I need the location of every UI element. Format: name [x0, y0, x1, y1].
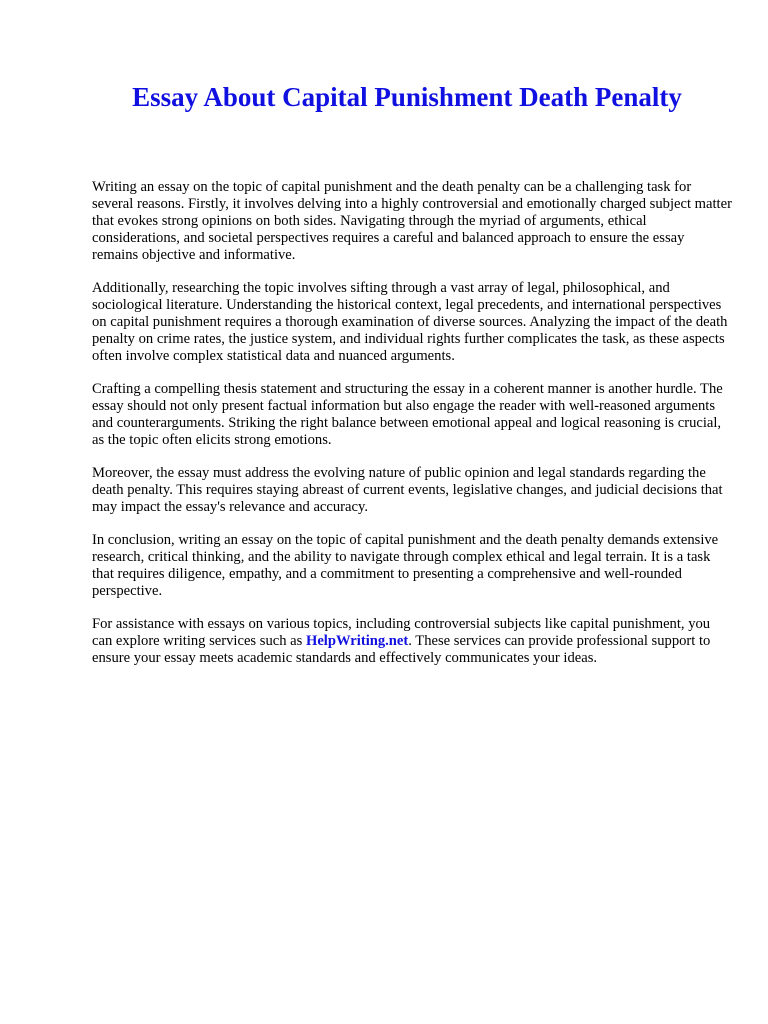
helpwriting-link[interactable]: HelpWriting.net — [305, 633, 409, 649]
paragraph-6-text-before-link: For assistance with essays on various topics, including controversial subjects like capital punishment, you can explore writing services such as — [92, 616, 711, 649]
paragraph-1: Writing an essay on the topic of capital punishment and the death penalty can be a challenging task for several reasons. Firstly, it involves delving into a highly controversial and emotionally charged subject matter that evokes strong opinions on both sides. Navigating through the myriad of arguments, ethical considerations, and societal perspectives requires a careful and balanced approach to ensure the essay remains objective and informative. — [92, 179, 732, 263]
essay-body — [92, 179, 732, 683]
paragraph-3: Crafting a compelling thesis statement and structuring the essay in a coherent manner is another hurdle. The essay should not only present factual information but also engage the reader with well-reasoned arguments and counterarguments. Striking the right balance between emotional appeal and logical reasoning is crucial, as the topic often elicits strong emotions. — [92, 381, 723, 448]
paragraph-6 — [92, 616, 732, 667]
paragraph-2: Additionally, researching the topic involves sifting through a vast array of legal, philosophical, and sociological literature. Understanding the historical context, legal precedents, and international perspectives on capital punishment requires a thorough examination of diverse sources. Analyzing the impact of the death penalty on crime rates, the justice system, and individual rights further complicates the task, as these aspects often involve complex statistical data and nuanced arguments. — [92, 280, 728, 364]
paragraph-5: In conclusion, writing an essay on the topic of capital punishment and the death penalty demands extensive research, critical thinking, and the ability to navigate through complex ethical and legal terrain. It is a task that requires diligence, empathy, and a commitment to presenting a comprehensive and well-rounded perspective. — [92, 532, 719, 599]
paragraph-4: Moreover, the essay must address the evolving nature of public opinion and legal standards regarding the death penalty. This requires staying abreast of current events, legislative changes, and judicial decisions that may impact the essay's relevance and accuracy. — [92, 465, 723, 515]
page-title: Essay About Capital Punishment Death Penalty — [132, 82, 682, 112]
paragraph-6-text-after-link: . These services can provide professional support to ensure your essay meets academic standards and effectively communicates your ideas. — [92, 633, 711, 666]
